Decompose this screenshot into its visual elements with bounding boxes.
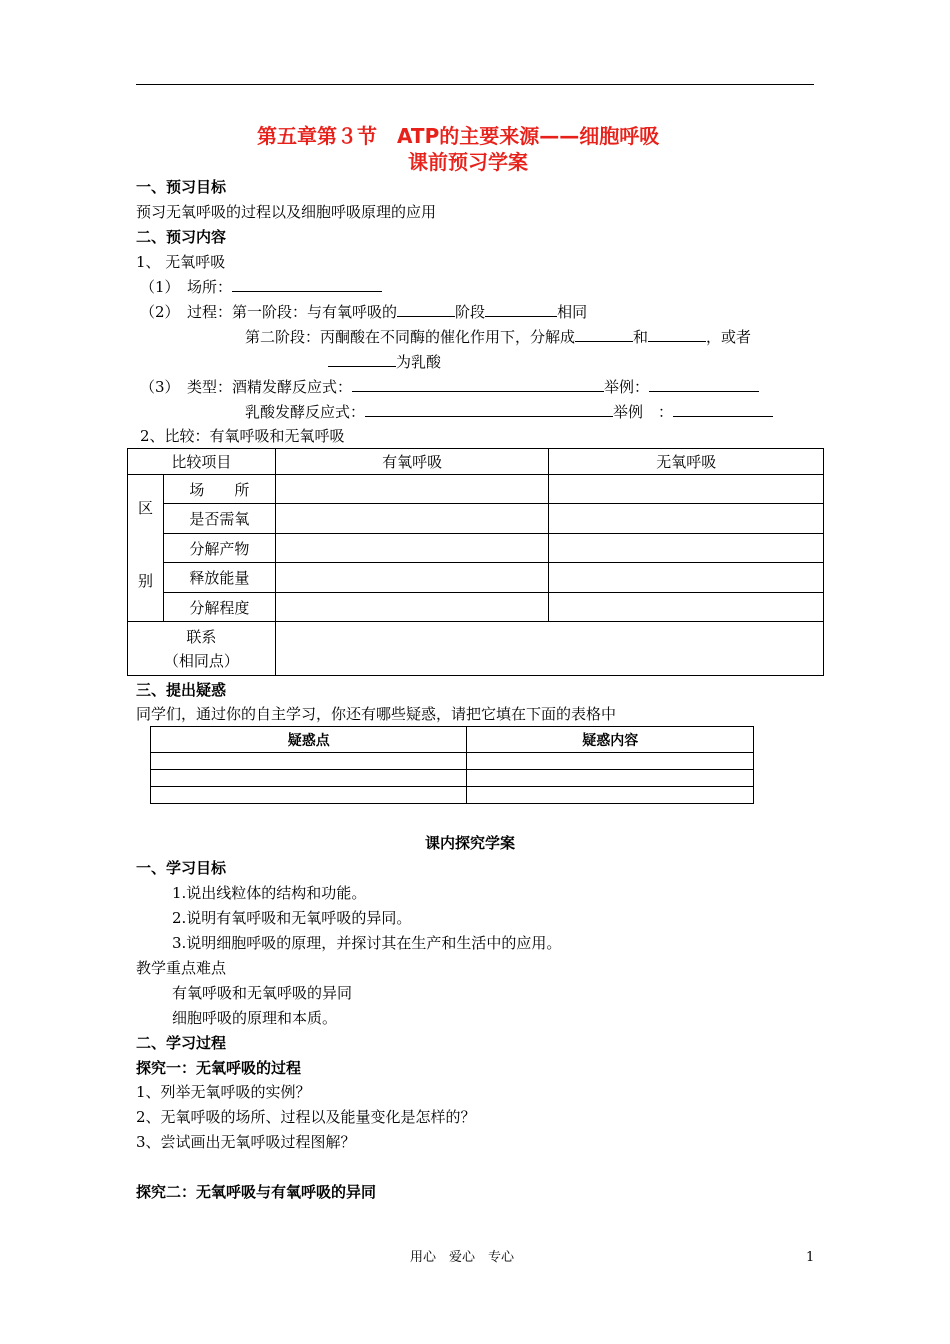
body-text: 2、比较：有氧呼吸和无氧呼吸 (140, 427, 345, 445)
page-title: 第五章第３节 ATP的主要来源——细胞呼吸 (257, 124, 660, 148)
table-header: 比较项目 (128, 449, 276, 475)
section-heading: 二、预习内容 (136, 228, 227, 246)
section-heading: 一、预习目标 (136, 178, 227, 196)
section-heading: 一、学习目标 (136, 859, 227, 877)
link-label-line1: 联系 (186, 627, 217, 646)
lactic-label: 乳酸发酵反应式： (245, 403, 366, 421)
goal-item: 1.说出线粒体的结构和功能。 (172, 884, 367, 902)
key-point: 细胞呼吸的原理和本质。 (172, 1009, 338, 1027)
lactic-line (245, 402, 773, 421)
key-point: 有氧呼吸和无氧呼吸的异同 (172, 984, 353, 1002)
example-label: 举例： (604, 378, 650, 396)
fill-blank[interactable] (575, 327, 633, 342)
stage2-to: 为乳酸 (396, 353, 442, 371)
row-label: 释放能量 (163, 563, 275, 593)
compare-table (127, 448, 824, 676)
diff-label-bottom: 别 (137, 572, 153, 590)
table-cell[interactable] (275, 504, 549, 534)
explore-item: 1、列举无氧呼吸的实例？ (136, 1083, 311, 1101)
section-heading: 三、提出疑惑 (136, 681, 227, 699)
diff-label-top: 区 (137, 499, 153, 517)
body-text: 同学们，通过你的自主学习，你还有哪些疑惑，请把它填在下面的表格中 (136, 705, 617, 723)
place-label: （1） 场所： (140, 278, 233, 296)
example-label: 举例 ： (613, 403, 674, 421)
process-label: （2） 过程：第一阶段：与有氧呼吸的 (140, 303, 398, 321)
table-header: 疑惑内容 (467, 727, 754, 753)
explore-item: 2、无氧呼吸的场所、过程以及能量变化是怎样的？ (136, 1108, 476, 1126)
diff-label (128, 475, 164, 622)
stage2-line (245, 327, 751, 346)
row-label: 分解产物 (163, 534, 275, 563)
table-cell[interactable] (275, 563, 549, 593)
stage2-or: ，或者 (706, 328, 752, 346)
table-cell[interactable] (549, 563, 824, 593)
table-cell[interactable] (275, 534, 549, 563)
header-rule (136, 84, 814, 85)
table-cell[interactable] (275, 622, 823, 676)
link-label (128, 622, 276, 676)
table-cell[interactable] (549, 475, 824, 504)
fill-blank[interactable] (673, 402, 773, 417)
page-number: 1 (806, 1250, 815, 1265)
process-end: 相同 (557, 303, 588, 321)
table-header: 有氧呼吸 (275, 449, 549, 475)
fill-blank[interactable] (365, 402, 613, 417)
table-cell[interactable] (151, 770, 467, 787)
table-cell[interactable] (275, 475, 549, 504)
page-subtitle: 课前预习学案 (408, 150, 528, 174)
table-header: 疑惑点 (151, 727, 467, 753)
explore-heading: 探究一：无氧呼吸的过程 (136, 1059, 302, 1077)
key-heading: 教学重点难点 (136, 959, 227, 977)
stage2-cont (328, 352, 441, 371)
process-mid: 阶段 (455, 303, 486, 321)
section-heading: 二、学习过程 (136, 1034, 227, 1052)
table-cell[interactable] (467, 753, 754, 770)
explore-item: 3、尝试画出无氧呼吸过程图解？ (136, 1133, 356, 1151)
body-text: 预习无氧呼吸的过程以及细胞呼吸原理的应用 (136, 203, 437, 221)
stage2-text: 第二阶段：丙酮酸在不同酶的催化作用下，分解成 (245, 328, 576, 346)
goal-item: 3.说明细胞呼吸的原理，并探讨其在生产和生活中的应用。 (172, 934, 562, 952)
fill-blank[interactable] (648, 327, 706, 342)
table-cell[interactable] (151, 753, 467, 770)
goal-item: 2.说明有氧呼吸和无氧呼吸的异同。 (172, 909, 412, 927)
fill-blank[interactable] (397, 302, 455, 317)
inclass-title: 课内探究学案 (425, 834, 516, 852)
table-cell[interactable] (549, 593, 824, 622)
fill-blank[interactable] (649, 377, 759, 392)
row-label: 场 所 (163, 475, 275, 504)
table-header: 无氧呼吸 (549, 449, 824, 475)
table-cell[interactable] (467, 770, 754, 787)
fill-blank[interactable] (352, 377, 604, 392)
row-label: 是否需氧 (163, 504, 275, 534)
type-label: （3） 类型：酒精发酵反应式： (140, 378, 353, 396)
table-cell[interactable] (549, 504, 824, 534)
table-cell[interactable] (549, 534, 824, 563)
footer-text: 用心 爱心 专心 (410, 1250, 515, 1265)
place-line (140, 277, 382, 296)
stage2-and: 和 (633, 328, 649, 346)
process-line (140, 302, 587, 321)
table-cell[interactable] (151, 787, 467, 804)
table-cell[interactable] (467, 787, 754, 804)
table-cell[interactable] (275, 593, 549, 622)
fill-blank[interactable] (232, 277, 382, 292)
questions-table (150, 726, 754, 804)
fill-blank[interactable] (485, 302, 557, 317)
body-text: 1、 无氧呼吸 (136, 253, 226, 271)
fill-blank[interactable] (328, 352, 396, 367)
row-label: 分解程度 (163, 593, 275, 622)
type-line (140, 377, 759, 396)
explore-heading: 探究二：无氧呼吸与有氧呼吸的异同 (136, 1183, 377, 1201)
link-label-line2: （相同点） (163, 651, 239, 670)
